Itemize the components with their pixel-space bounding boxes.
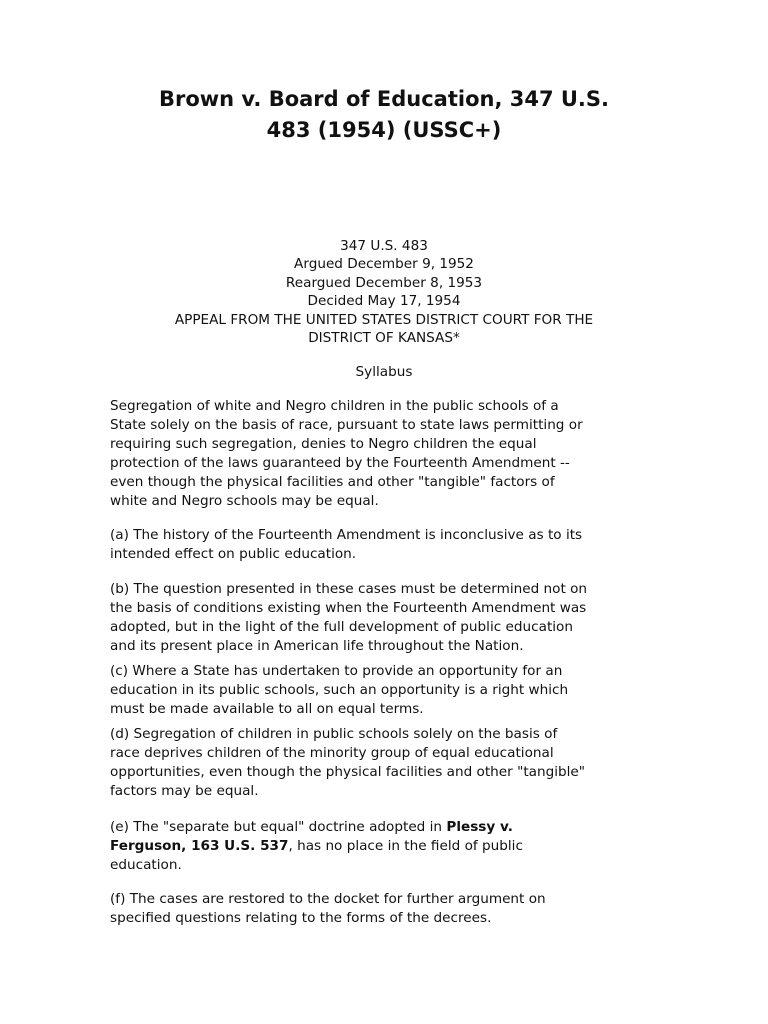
text-line: (a) The history of the Fourteenth Amendment is inconclusive as to its (110, 527, 583, 543)
paragraph-d (110, 725, 585, 801)
text-line: State solely on the basis of race, pursuant to state laws permitting or (110, 417, 583, 433)
paragraph-e (110, 818, 523, 875)
text-line: education in its public schools, such an opportunity is a right which (110, 682, 569, 698)
text-line: (d) Segregation of children in public schools solely on the basis of (110, 726, 558, 742)
text-line: the basis of conditions existing when the Fourteenth Amendment was (110, 600, 587, 616)
paragraph-c (110, 662, 568, 719)
text-line: and its present place in American life throughout the Nation. (110, 638, 524, 654)
case-reference-bold: Ferguson, 163 U.S. 537 (110, 838, 289, 854)
paragraph-intro (110, 397, 583, 511)
text-line: Segregation of white and Negro children in the public schools of a (110, 398, 559, 414)
paragraph-f (110, 890, 546, 928)
argued-date: Argued December 9, 1952 (294, 256, 474, 273)
title-line-2: 483 (1954) (USSC+) (266, 118, 502, 142)
reargued-date: Reargued December 8, 1953 (285, 274, 483, 291)
text-line: protection of the laws guaranteed by the Fourteenth Amendment -- (110, 455, 570, 471)
appeal-line-2: DISTRICT OF KANSAS* (308, 330, 460, 347)
text-line: intended effect on public education. (110, 546, 357, 562)
text-line: even though the physical facilities and other "tangible" factors of (110, 474, 555, 490)
paragraph-b (110, 580, 587, 656)
case-reference-bold: Plessy v. (446, 819, 513, 835)
text-line (110, 818, 523, 837)
text-line (110, 837, 523, 856)
text-line: white and Negro schools may be equal. (110, 493, 379, 509)
text-line: (c) Where a State has undertaken to provide an opportunity for an (110, 663, 563, 679)
document-title (0, 84, 768, 146)
text-line: must be made available to all on equal terms. (110, 701, 424, 717)
text-line: (b) The question presented in these cases must be determined not on (110, 581, 588, 597)
text-line: (f) The cases are restored to the docket for further argument on (110, 891, 546, 907)
decided-date: Decided May 17, 1954 (307, 293, 461, 310)
text-line: adopted, but in the light of the full development of public education (110, 619, 573, 635)
text-line: race deprives children of the minority group of equal educational (110, 745, 554, 761)
appeal-line-1: APPEAL FROM THE UNITED STATES DISTRICT COURT FOR THE (174, 311, 594, 328)
case-header (0, 237, 768, 347)
citation: 347 U.S. 483 (340, 238, 428, 254)
paragraph-a (110, 526, 582, 564)
text-segment: (e) The "separate but equal" doctrine adopted in (110, 819, 447, 835)
text-line: requiring such segregation, denies to Negro children the equal (110, 436, 537, 452)
text-line: specified questions relating to the forms of the decrees. (110, 910, 492, 926)
title-line-1: Brown v. Board of Education, 347 U.S. (158, 87, 610, 111)
text-line: factors may be equal. (110, 783, 259, 799)
text-segment: , has no place in the field of public (288, 838, 523, 854)
syllabus-heading: Syllabus (355, 364, 413, 380)
text-line: education. (110, 857, 182, 873)
text-line: opportunities, even though the physical facilities and other "tangible" (110, 764, 586, 780)
